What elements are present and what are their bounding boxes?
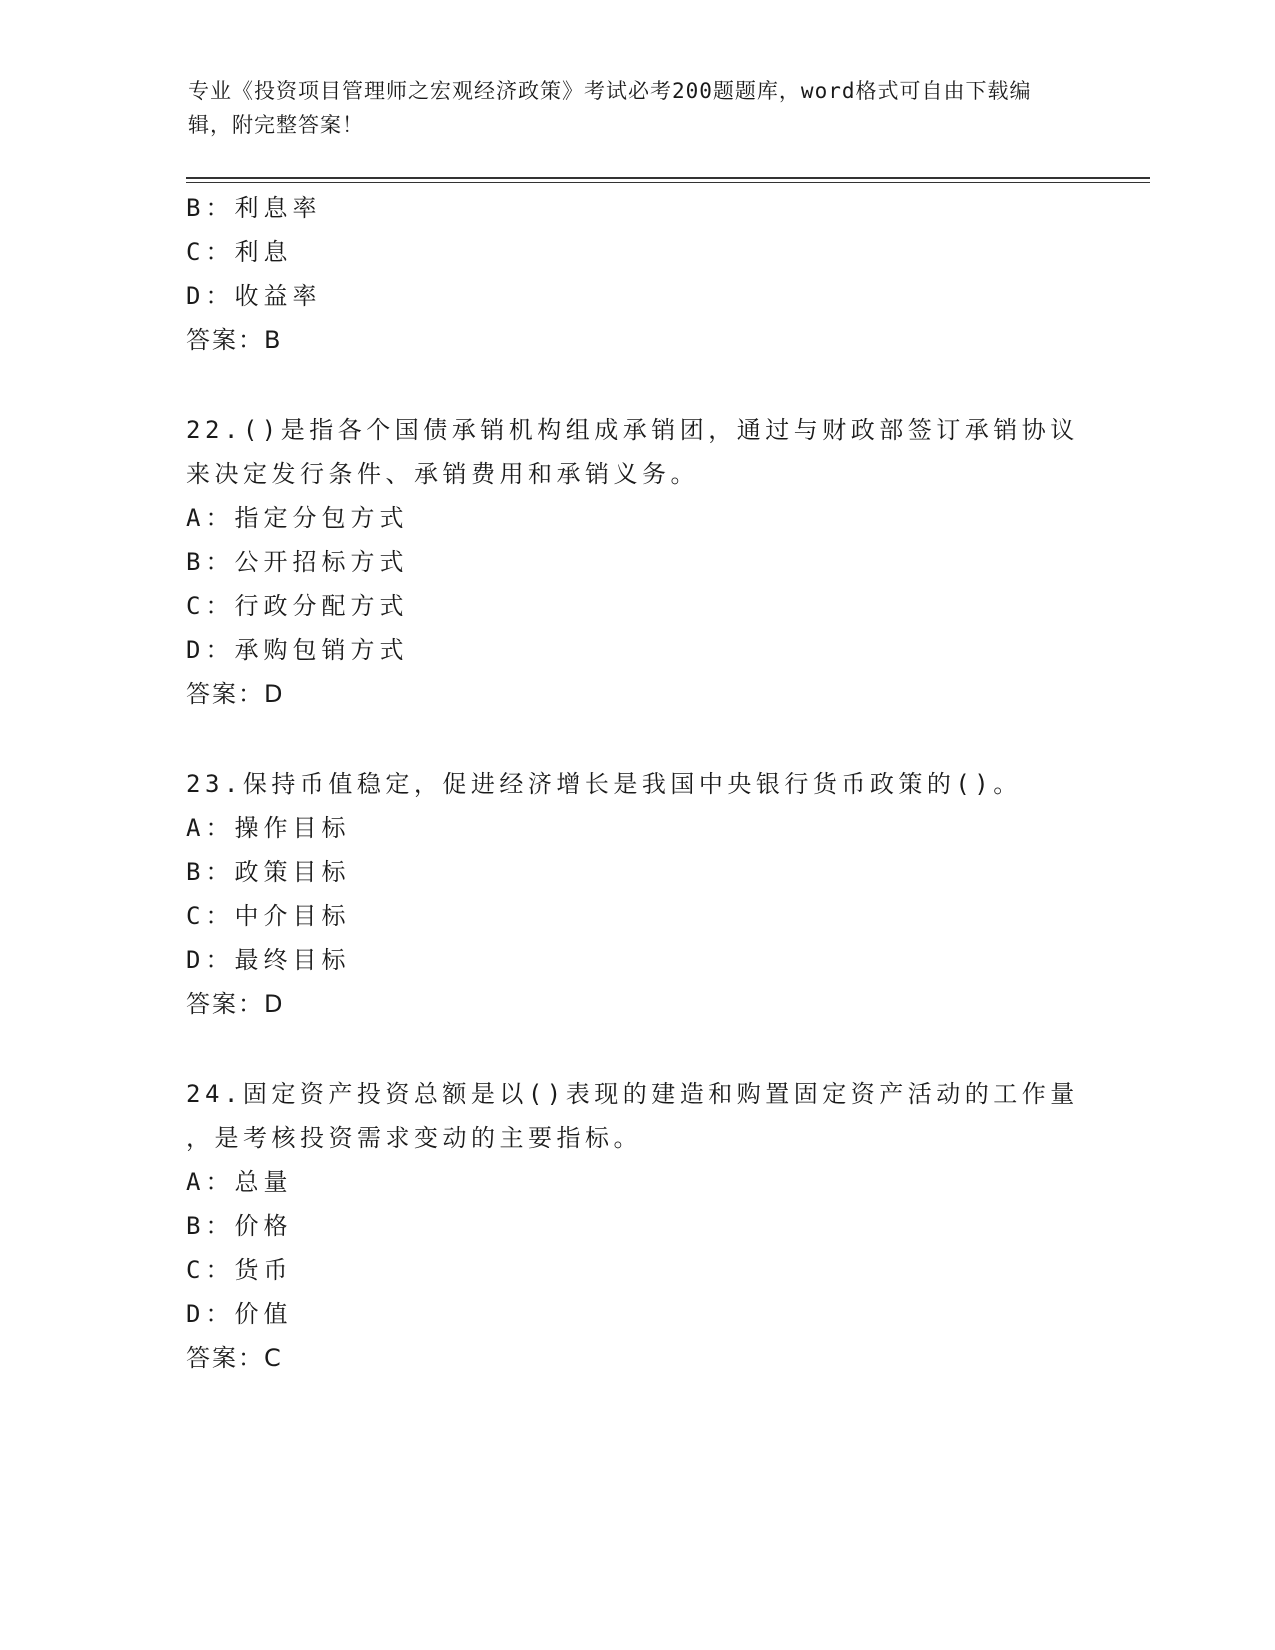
- option-b: B：公开招标方式: [186, 548, 409, 576]
- option-d: D：价值: [186, 1300, 293, 1328]
- option-b: B：利息率: [186, 194, 322, 222]
- option-d: D：最终目标: [186, 946, 351, 974]
- option-d: D：承购包销方式: [186, 636, 409, 664]
- answer-line: 答案：D: [186, 680, 285, 708]
- option-b: B：政策目标: [186, 858, 351, 886]
- question-text-continued: ，是考核投资需求变动的主要指标。: [186, 1124, 642, 1152]
- option-b: B：价格: [186, 1212, 293, 1240]
- option-a: A：总量: [186, 1168, 293, 1196]
- answer-line: 答案：C: [186, 1344, 283, 1372]
- question-text-continued: 来决定发行条件、承销费用和承销义务。: [186, 460, 699, 488]
- question-text: 24.固定资产投资总额是以()表现的建造和购置固定资产活动的工作量: [186, 1080, 1079, 1108]
- option-c: C：行政分配方式: [186, 592, 409, 620]
- option-c: C：中介目标: [186, 902, 351, 930]
- option-a: A：指定分包方式: [186, 504, 409, 532]
- document-header: 专业《投资项目管理师之宏观经济政策》考试必考200题题库，word格式可自由下载编辑，附完整答案！: [188, 79, 1032, 137]
- answer-line: 答案：B: [186, 326, 283, 354]
- question-text: 22.()是指各个国债承销机构组成承销团，通过与财政部签订承销协议: [186, 416, 1079, 444]
- option-d: D：收益率: [186, 282, 322, 310]
- question-text: 23.保持币值稳定，促进经济增长是我国中央银行货币政策的()。: [186, 770, 1022, 798]
- header-divider-thick: [186, 177, 1150, 179]
- option-a: A：操作目标: [186, 814, 351, 842]
- option-c: C：货币: [186, 1256, 293, 1284]
- header-divider-thin: [186, 182, 1150, 183]
- option-c: C：利息: [186, 238, 293, 266]
- answer-line: 答案：D: [186, 990, 285, 1018]
